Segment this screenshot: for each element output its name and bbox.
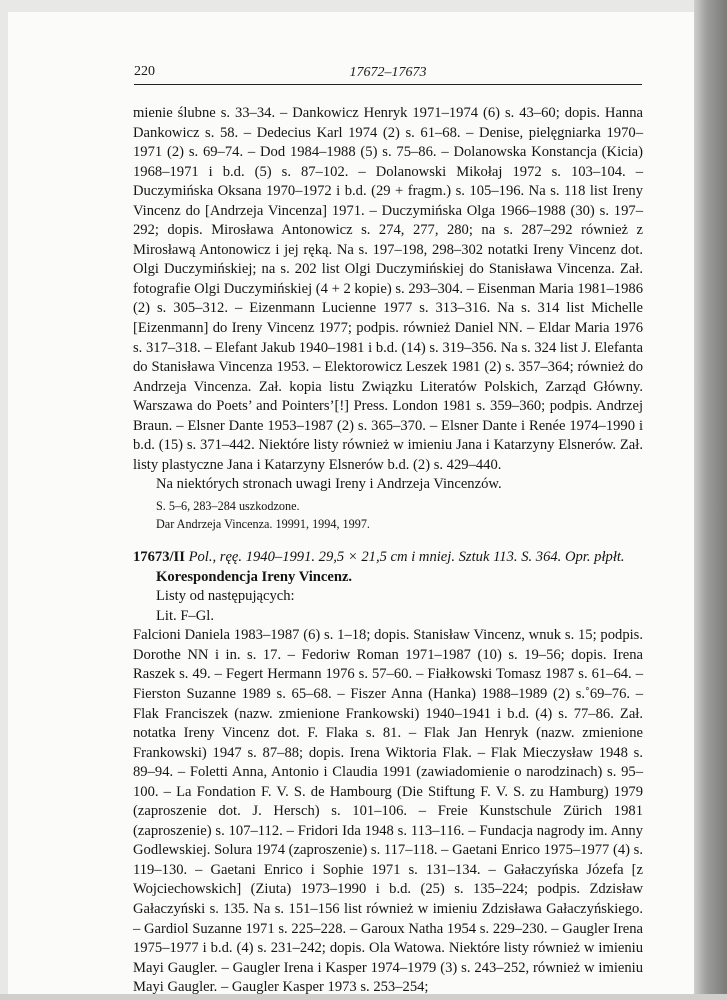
entry-physical-description: Pol., ręę. 1940–1991. 29,5 × 21,5 cm i mniej. Sztuk 113. S. 364. Opr. płpłt. [188,549,625,566]
page-edge-shadow [694,0,727,1000]
entry-id: 17673/II [133,549,185,566]
page-number: 220 [134,64,155,79]
entry-heading [133,548,643,568]
provenance-note: Dar Andrzeja Vincenza. 19991, 1994, 1997. [156,516,370,531]
entry-subtitle: Listy od następujących: [156,588,295,605]
condition-note: S. 5–6, 283–284 uszkodzone. [156,498,300,513]
running-title: 17672–17673 [349,65,427,80]
page-header [134,62,642,85]
page-content [133,104,643,998]
entry-title: Korespondencja Ireny Vincenz. [156,568,353,585]
entry-17673-body: Falcioni Daniela 1983–1987 (6) s. 1–18; dopis. Stanisław Vincenz, wnuk s. 15; podpis. Dorothe NN i in. s. 17. – Fedoriw Roman 1971–1987 (10) s. 19–56; dopis. Irena Raszek s. 49. – Fegert Hermann 1976 s. 57–60. – Fiałkowski Tomasz 1987 s. 61–64. – Fierston Suzanne 1989 s. 65–68. – Fiszer Anna (Hanka) 1988–1989 (2) s.˚69–76. – Flak Franciszek (nazw. zmienione Frankowski) 1940–1941 i b.d. (4) s. 77–86. Zał. notatka Ireny Vincenz dot. F. Flaka s. 81. – Flak Jan Henryk (nazw. zmienione Frankowski) 1947 s. 87–88; dopis. Irena Wiktoria Flak. – Flak Mieczysław 1948 s. 89–94. – Foletti Anna, Antonio i Claudia 1991 (zawiadomienie o narodzinach) s. 95–100. – La Fondation F. V. S. de Hambourg (Die Stiftung F. V. S. zu Hamburg) 1979 (zaproszenie dot. J. Hersch) s. 101–106. – Freie Kunstschule Zürich 1981 (zaproszenie) s. 107–112. – Fridori Ida 1948 s. 113–116. – Fundacja nagrody im. Anny Godlewskiej. Solura 1974 (zaproszenie) s. 117–118. – Gaetani Enrico 1975–1977 (4) s. 119–130. – Gaetani Enrico i Sophie 1971 s. 131–134. – Gałaczyńska Józefa [z Wojciechowskich] (Ziuta) 1973–1990 i b.d. (25) s. 135–224; podpis. Zdzisław Gałaczyński s. 135. Na s. 151–156 list również w imieniu Zdzisława Gałaczyńskiego. – Gardiol Suzanne 1971 s. 225–228. – Garoux Natha 1954 s. 229–230. – Gaugler Irena 1975–1977 i b.d. (4) s. 231–242; dopis. Ola Watowa. Niektóre listy również w imieniu Mayi Gaugler. – Gaugler Irena i Kasper 1974–1979 (3) s. 243–252, również w imieniu Mayi Gaugler. – Gaugler Kasper 1973 s. 253–254; [133,627,643,996]
entry-17673 [133,548,643,998]
letters-range: Lit. F–Gl. [156,607,214,624]
entry-17672-notes [133,498,643,533]
entry-17672-continuation: mienie ślubne s. 33–34. – Dankowicz Henryk 1971–1974 (6) s. 43–60; dopis. Hanna Dankowicz s. 58. – Dedecius Karl 1974 (2) s. 61–68. – Denise, pielęgniarka 1970–1971 (2) s. 69–74. – Dod 1984–1988 (5) s. 75–86. – Dolanowska Konstancja (Kicia) 1968–1971 i b.d. (5) s. 87–102. – Dolanowski Mikołaj 1972 s. 103–104. – Duczymińska Oksana 1970–1972 i b.d. (29 + fragm.) s. 105–196. Na s. 118 list Ireny Vincenz do [Andrzeja Vincenza] 1971. – Duczymińska Olga 1966–1988 (30) s. 197–292; dopis. Mirosława Antonowicz s. 274, 277, 280; na s. 287–292 również z Mirosławą Antonowicz i jej ręką. Na s. 197–198, 298–302 notatki Ireny Vincenz dot. Olgi Duczymińskiej; na s. 202 list Olgi Duczymińskiej do Stanisława Vincenza. Zał. fotografie Olgi Duczymińskiej (4 + 2 kopie) s. 293–304. – Eisenman Maria 1981–1986 (2) s. 305–312. – Eizenmann Lucienne 1977 s. 313–316. Na s. 314 list Michelle [Eizenmann] do Ireny Vincenz 1977; podpis. również Daniel NN. – Eldar Maria 1976 s. 317–318. – Elefant Jakub 1940–1981 i b.d. (14) s. 319–356. Na s. 324 list J. Elefanta do Stanisława Vincenza 1953. – Elektorowicz Leszek 1981 (2) s. 357–364; również do Andrzeja Vincenza. Zał. kopia listu Związku Literatów Polskich, Zarząd Główny. Warszawa do Poets’ and Pointers’[!] Press. London 1981 s. 359–360; podpis. Andrzej Braun. – Elsner Dante 1953–1987 (2) s. 365–370. – Elsner Dante i Renée 1974–1990 i b.d. (15) s. 371–442. Niektóre listy również w imieniu Jana i Katarzyny Elsnerów. Zał. listy plastyczne Jana i Katarzyny Elsnerów b.d. (2) s. 429–440. [133,105,643,473]
entry-17672-note: Na niektórych stronach uwagi Ireny i Andrzeja Vincenzów. [156,476,502,493]
